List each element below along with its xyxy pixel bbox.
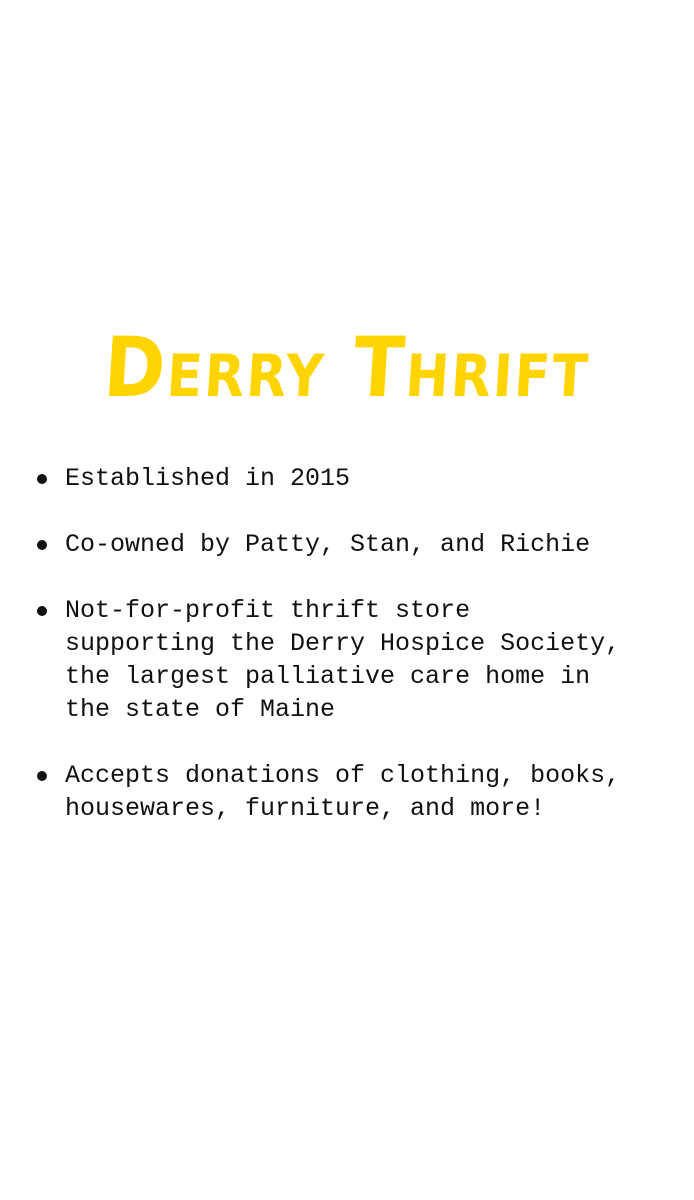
bullet-icon xyxy=(37,771,47,781)
list-item xyxy=(32,759,632,825)
facts-list xyxy=(32,462,632,858)
bullet-icon xyxy=(37,606,47,616)
bullet-icon xyxy=(37,474,47,484)
list-item-text: Not-for-profit thrift store supporting the Derry Hospice Society, the largest palliative care home in the state of Maine xyxy=(65,596,621,724)
list-item xyxy=(32,462,632,495)
list-item xyxy=(32,594,632,726)
list-item xyxy=(32,528,632,561)
list-item-text: Co-owned by Patty, Stan, and Richie xyxy=(65,530,591,559)
page-title: Derry Thrift xyxy=(100,319,593,417)
list-item-text: Established in 2015 xyxy=(65,464,351,493)
list-item-text: Accepts donations of clothing, books, housewares, furniture, and more! xyxy=(65,761,621,823)
bullet-icon xyxy=(37,540,47,550)
